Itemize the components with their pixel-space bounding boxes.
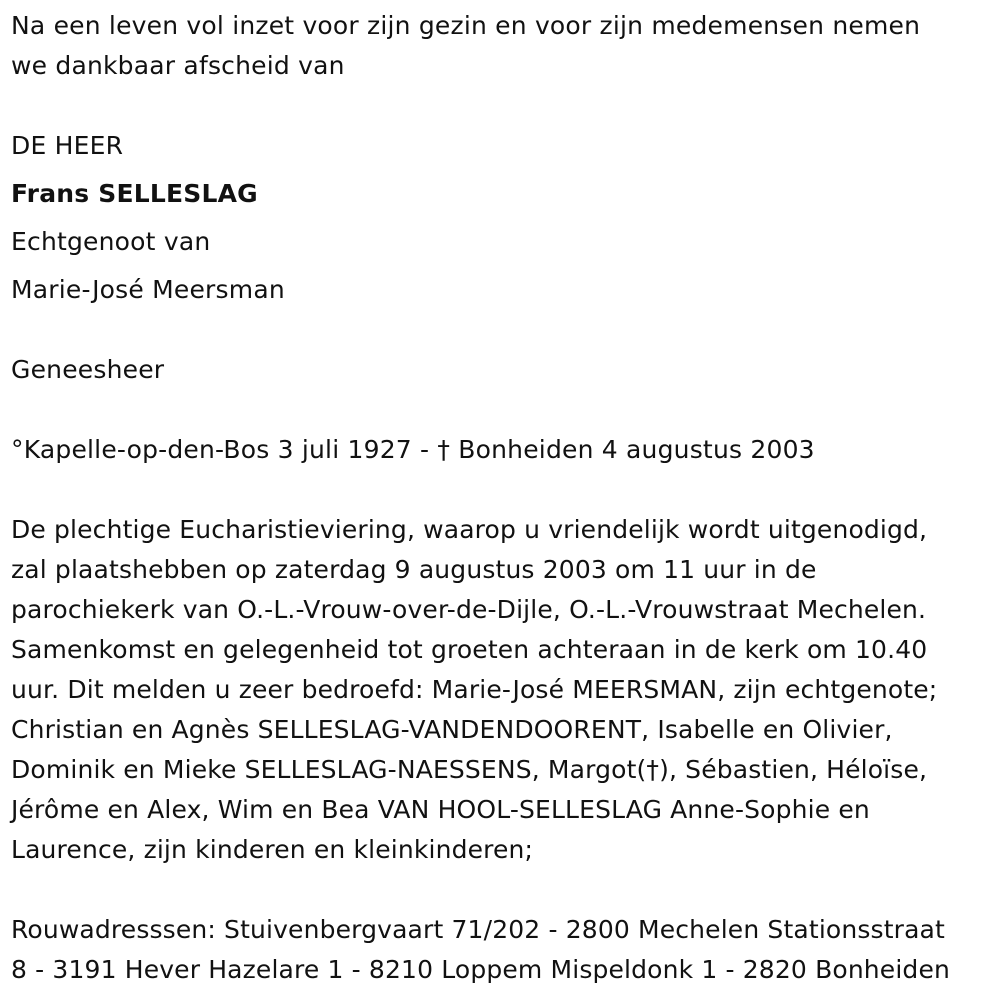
spouse-label: Echtgenoot van bbox=[11, 227, 211, 256]
ceremony-line: Samenkomst en gelegenheid tot groeten achteraan in de kerk om 10.40 bbox=[11, 635, 928, 664]
ceremony-line: zal plaatshebben op zaterdag 9 augustus 2003 om 11 uur in de bbox=[11, 555, 817, 584]
profession: Geneesheer bbox=[11, 355, 165, 384]
ceremony-line: parochiekerk van O.-L.-Vrouw-over-de-Dijle, O.-L.-Vrouwstraat Mechelen. bbox=[11, 595, 927, 624]
spouse-name: Marie-José Meersman bbox=[11, 275, 285, 304]
intro-line-2: we dankbaar afscheid van bbox=[11, 51, 345, 80]
intro-line-1: Na een leven vol inzet voor zijn gezin en voor zijn medemensen nemen bbox=[11, 11, 921, 40]
addresses-paragraph bbox=[11, 910, 996, 990]
address-line: Rouwadresssen: Stuivenbergvaart 71/202 - 2800 Mechelen Stationsstraat bbox=[11, 915, 945, 944]
ceremony-line: uur. Dit melden u zeer bedroefd: Marie-José MEERSMAN, zijn echtgenote; bbox=[11, 675, 938, 704]
ceremony-line: Christian en Agnès SELLESLAG-VANDENDOORENT, Isabelle en Olivier, bbox=[11, 715, 893, 744]
ceremony-line: Jérôme en Alex, Wim en Bea VAN HOOL-SELLESLAG Anne-Sophie en bbox=[11, 795, 870, 824]
ceremony-line: Dominik en Mieke SELLESLAG-NAESSENS, Margot(†), Sébastien, Héloïse, bbox=[11, 755, 928, 784]
address-line: 8 - 3191 Hever Hazelare 1 - 8210 Loppem Mispeldonk 1 - 2820 Bonheiden bbox=[11, 955, 950, 984]
ceremony-line: Laurence, zijn kinderen en kleinkinderen; bbox=[11, 835, 534, 864]
deceased-name: Frans SELLESLAG bbox=[11, 179, 258, 208]
salutation: DE HEER bbox=[11, 131, 124, 160]
ceremony-line: De plechtige Eucharistieviering, waarop u vriendelijk wordt uitgenodigd, bbox=[11, 515, 928, 544]
birth-death-dates: °Kapelle-op-den-Bos 3 juli 1927 - † Bonheiden 4 augustus 2003 bbox=[11, 435, 815, 464]
ceremony-paragraph bbox=[11, 510, 996, 870]
